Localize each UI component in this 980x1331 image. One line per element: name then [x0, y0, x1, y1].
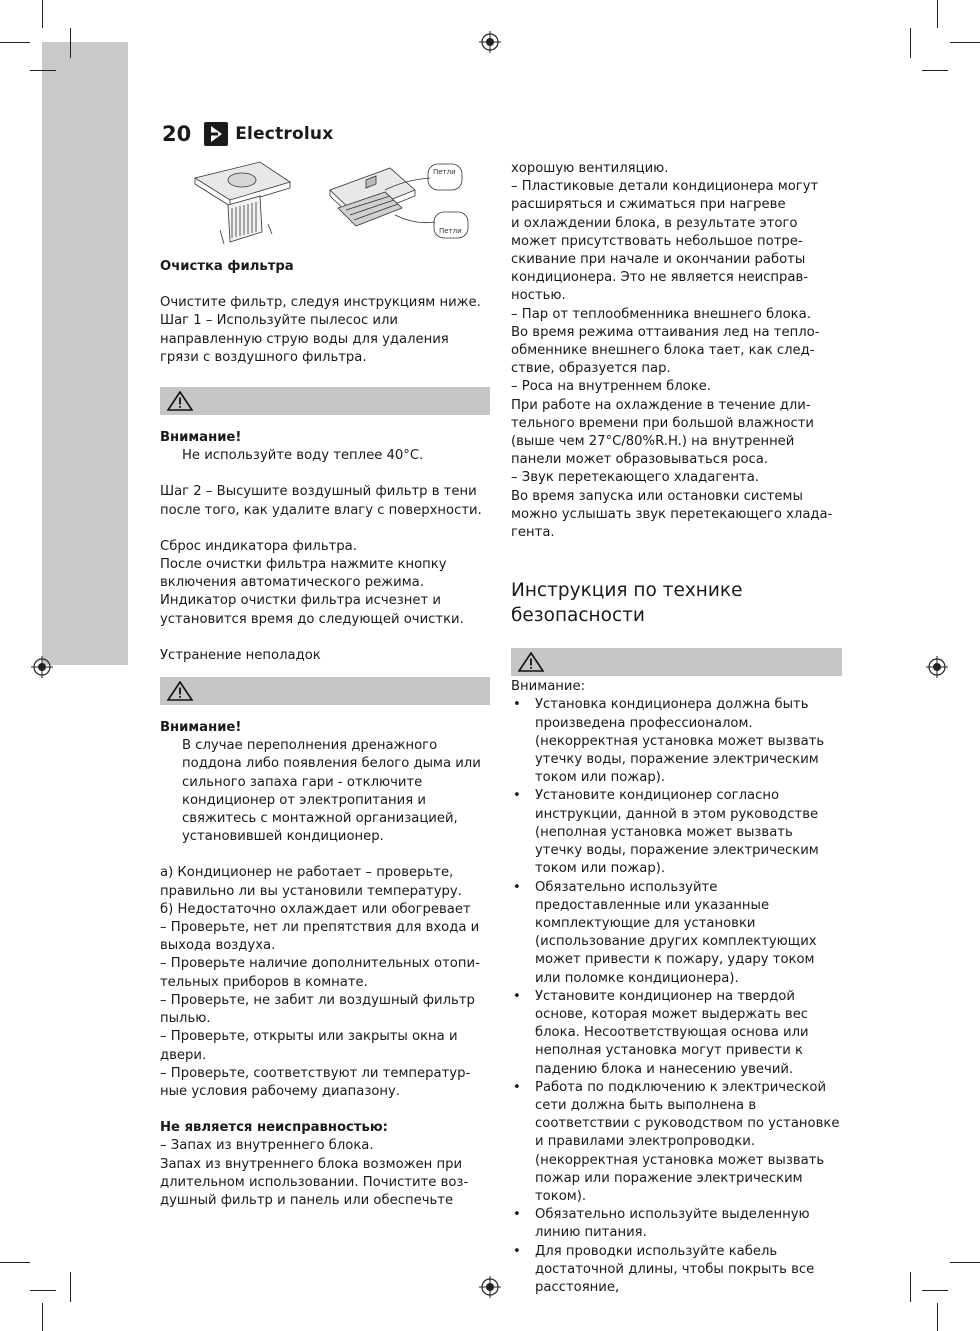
trouble-line: тельных приборов в комнате.: [160, 974, 368, 990]
warning-text: Не используйте воду теплее 40°C.: [182, 448, 424, 464]
figure-callout-bottom: Петли: [439, 227, 462, 235]
filter-cleaning-text: Очистите фильтр, следуя инструкциям ниже. Шаг 1 – Используйте пылесос или направленную струю воды для удаления грязи с воздушного фильтра.: [160, 295, 481, 365]
crop-mark: [922, 70, 948, 71]
list-item: • Обязательно используйте предоставленные или указанные комплектующие для установки (использование других комплектующих может привести к пожару, удару током или поломке кондиционера).: [511, 879, 842, 988]
trouble-line: – Проверьте, не забит ли воздушный фильтр: [160, 992, 475, 1008]
cont-line: можно услышать звук перетекающего хлада-: [511, 506, 833, 522]
trouble-line: ные условия рабочему диапазону.: [160, 1083, 401, 1099]
not-fault-line: душный фильтр и панель или обеспечьте: [160, 1192, 454, 1208]
registration-mark-icon: [31, 656, 53, 678]
cont-line: тельного времени при большой влажности: [511, 415, 814, 431]
warning-heading: Внимание!: [160, 430, 242, 446]
list-item: • Для проводки используйте кабель достаточной длины, чтобы покрыть все расстояние,: [511, 1243, 842, 1298]
warning-heading: Внимание!: [160, 720, 242, 736]
reset-indicator-heading: Сброс индикатора фильтра.: [160, 538, 357, 554]
trouble-line: а) Кондиционер не работает – проверьте,: [160, 865, 454, 881]
step-two-text: Шаг 2 – Высушите воздушный фильтр в тени после того, как удалите влагу с поверхности.: [160, 484, 482, 518]
registration-mark-icon: [479, 31, 501, 53]
crop-mark: [30, 70, 56, 71]
safety-list: [511, 696, 842, 1297]
not-fault-heading: Не является неисправностью:: [160, 1120, 388, 1136]
safety-section-title: Инструкция по технике безопасности: [511, 580, 743, 627]
cont-line: панели может образовываться роса.: [511, 452, 769, 468]
warning-triangle-icon: [167, 391, 193, 411]
registration-mark-icon: [479, 1276, 501, 1298]
cont-line: – Пластиковые детали кондиционера могут: [511, 179, 819, 195]
page-header: [162, 118, 333, 150]
not-fault-line: – Запах из внутреннего блока.: [160, 1138, 374, 1154]
cont-line: – Роса на внутреннем блоке.: [511, 379, 711, 395]
filter-removal-figure: [190, 160, 480, 248]
crop-mark: [910, 28, 911, 58]
left-column: [160, 258, 490, 1210]
right-column: [511, 160, 842, 1297]
trouble-line: – Проверьте, соответствуют ли температур-: [160, 1065, 471, 1081]
list-item: • Обязательно используйте выделенную линию питания.: [511, 1206, 842, 1242]
troubleshooting-heading: Устранение неполадок: [160, 647, 321, 663]
crop-mark: [922, 1290, 948, 1291]
cont-line: ностью.: [511, 288, 566, 304]
warning-text: В случае переполнения дренажного поддона либо появления белого дыма или сильного запаха гари - отключите кондиционер от электропитания и свяжитесь с монтажной организацией, установившей кондиционер.: [182, 738, 481, 845]
not-fault-line: длительном использовании. Почистите воз-: [160, 1174, 469, 1190]
cont-line: При работе на охлаждение в течение дли-: [511, 397, 811, 413]
trouble-line: – Проверьте, нет ли препятствия для входа и: [160, 920, 480, 936]
list-item: • Установка кондиционера должна быть произведена профессионалом. (некорректная установка может вызвать утечку воды, поражение электрическим током или пожар).: [511, 696, 842, 787]
trouble-line: – Проверьте наличие дополнительных отопи-: [160, 956, 480, 972]
crop-mark: [42, 1303, 43, 1331]
brand-name: Electrolux: [235, 124, 334, 144]
cont-line: скивание при начале и окончании работы: [511, 252, 806, 268]
trouble-line: б) Недостаточно охлаждает или обогревает: [160, 901, 471, 917]
trouble-line: – Проверьте, открыты или закрыты окна и: [160, 1029, 458, 1045]
warning-triangle-icon: [518, 652, 544, 672]
cont-line: гента.: [511, 525, 555, 541]
warning-bar: [160, 387, 490, 415]
cont-line: кондиционера. Это не является неисправ-: [511, 270, 809, 286]
crop-mark: [0, 1262, 30, 1263]
crop-mark: [70, 28, 71, 58]
cont-line: может присутствовать небольшое потре-: [511, 233, 803, 249]
crop-mark: [70, 1272, 71, 1302]
trouble-line: правильно ли вы установили температуру.: [160, 883, 462, 899]
registration-mark-icon: [926, 656, 948, 678]
warning-triangle-icon: [167, 681, 193, 701]
crop-mark: [910, 1272, 911, 1302]
list-item: • Установите кондиционер на твердой основе, которая может выдержать вес блока. Несоответствующая основа или неполная установка могут привести к падению блока и нанесению увечий.: [511, 988, 842, 1079]
cont-line: (выше чем 27°C/80%R.H.) на внутренней: [511, 434, 795, 450]
cont-line: хорошую вентиляцию.: [511, 161, 669, 176]
list-item: • Работа по подключению к электрической сети должна быть выполнена в соответствии с руководством по установке и правилами электропроводки. (некорректная установка может вызвать пожар или поражение электрическим током).: [511, 1079, 842, 1206]
warning-bar: [511, 648, 842, 676]
crop-mark: [937, 0, 938, 28]
list-item: • Установите кондиционер согласно инструкции, данной в этом руководстве (неполная установка может вызвать утечку воды, поражение электрическим током или пожар).: [511, 787, 842, 878]
cont-line: – Звук перетекающего хладагента.: [511, 470, 759, 486]
trouble-line: пылью.: [160, 1011, 211, 1027]
crop-mark: [30, 1290, 56, 1291]
cont-line: Во время режима оттаивания лед на тепло-: [511, 324, 820, 340]
cont-line: обменнике внешнего блока тает, как след-: [511, 343, 815, 359]
not-fault-line: Запах из внутреннего блока возможен при: [160, 1156, 463, 1172]
trouble-line: выхода воздуха.: [160, 938, 276, 954]
cont-line: – Пар от теплообменника внешнего блока.: [511, 306, 811, 322]
electrolux-logo-icon: [203, 121, 229, 147]
crop-mark: [950, 42, 980, 43]
cont-line: и охлаждении блока, в результате этого: [511, 215, 798, 231]
page-number: 20: [162, 122, 192, 146]
side-bar: [42, 42, 128, 665]
cont-line: ствие, образуется пар.: [511, 361, 671, 377]
warning-label: Внимание:: [511, 679, 586, 695]
crop-mark: [937, 1303, 938, 1331]
figure-callout-top: Петли: [433, 168, 456, 176]
crop-mark: [42, 0, 43, 28]
warning-bar: [160, 677, 490, 705]
trouble-line: двери.: [160, 1047, 207, 1063]
filter-cleaning-heading: Очистка фильтра: [160, 259, 294, 274]
cont-line: Во время запуска или остановки системы: [511, 488, 803, 504]
brand-logo: [203, 121, 333, 147]
reset-indicator-text: После очистки фильтра нажмите кнопку включения автоматического режима. Индикатор очистки фильтра исчезнет и установится время до следующей очистки.: [160, 557, 464, 627]
crop-mark: [0, 42, 30, 43]
crop-mark: [950, 1262, 980, 1263]
cont-line: расширяться и сжиматься при нагреве: [511, 197, 786, 213]
